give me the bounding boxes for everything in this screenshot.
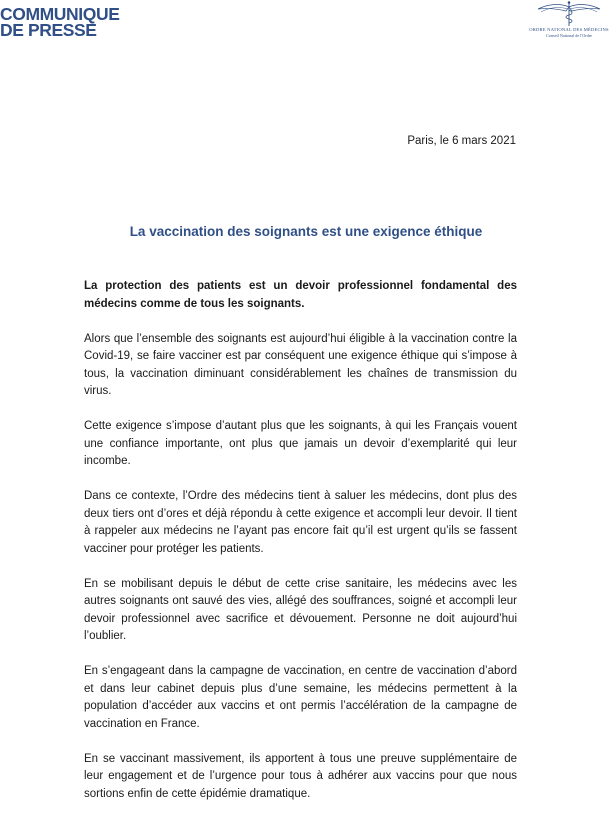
paragraph: Alors que l’ensemble des soignants est aujourd’hui éligible à la vaccination contre la Covid-19, se faire vacciner est par conséquent une exigence éthique qui s’impose à tous, la vaccination diminuant considérablement les chaînes de transmission du virus. (84, 332, 517, 397)
press-release-title (0, 6, 119, 38)
paragraph: Cette exigence s’impose d’autant plus que les soignants, à qui les Français vouent une confiance importante, ont plus que jamais un devoir d’exemplarité qui leur incombe. (84, 420, 517, 467)
paragraph: Dans ce contexte, l’Ordre des médecins tient à saluer les médecins, dont plus des deux tiers ont d’ores et déjà répondu à cette exigence et accompli leur devoir. Il tient à rappeler aux médecins ne l’ayant pas encore fait qu’il est urgent qu’ils se fassent vacciner pour protéger les patients. (84, 490, 517, 555)
paragraph: En s’engageant dans la campagne de vaccination, en centre de vaccination d’abord et dans leur cabinet depuis plus d’une semaine, les médecins permettent à la population d’accéder aux vaccins et ont permis l’accélération de la campagne de vaccination en France. (84, 665, 517, 730)
body-text (84, 278, 517, 821)
title-line-2: DE PRESSE (0, 20, 97, 40)
ordre-medecins-logo (526, 0, 612, 40)
logo-subtitle: Conseil National de l'Ordre (546, 33, 592, 38)
logo-name: ORDRE NATIONAL DES MÉDECINS (529, 27, 609, 32)
release-date: Paris, le 6 mars 2021 (407, 135, 516, 147)
headline: La vaccination des soignants est une exigence éthique (129, 224, 483, 239)
paragraph: En se vaccinant massivement, ils apportent à tous une preuve supplémentaire de leur engagement et de l’urgence pour tous à adhérer aux vaccins pour que nous sortions enfin de cette épidémie dramatique. (84, 752, 517, 800)
paragraph: En se mobilisant depuis le début de cette crise sanitaire, les médecins avec les autres soignants ont sauvé des vies, allégé des souffrances, soigné et accompli leur devoir professionnel avec sacrifice et dévouement. Personne ne doit aujourd’hui l’oublier. (84, 577, 517, 642)
title-line-1: COMMUNIQUE (0, 4, 120, 24)
lead-paragraph: La protection des patients est un devoir professionnel fondamental des médecins comme de tous les soignants. (84, 280, 517, 310)
caduceus-icon (526, 0, 612, 28)
